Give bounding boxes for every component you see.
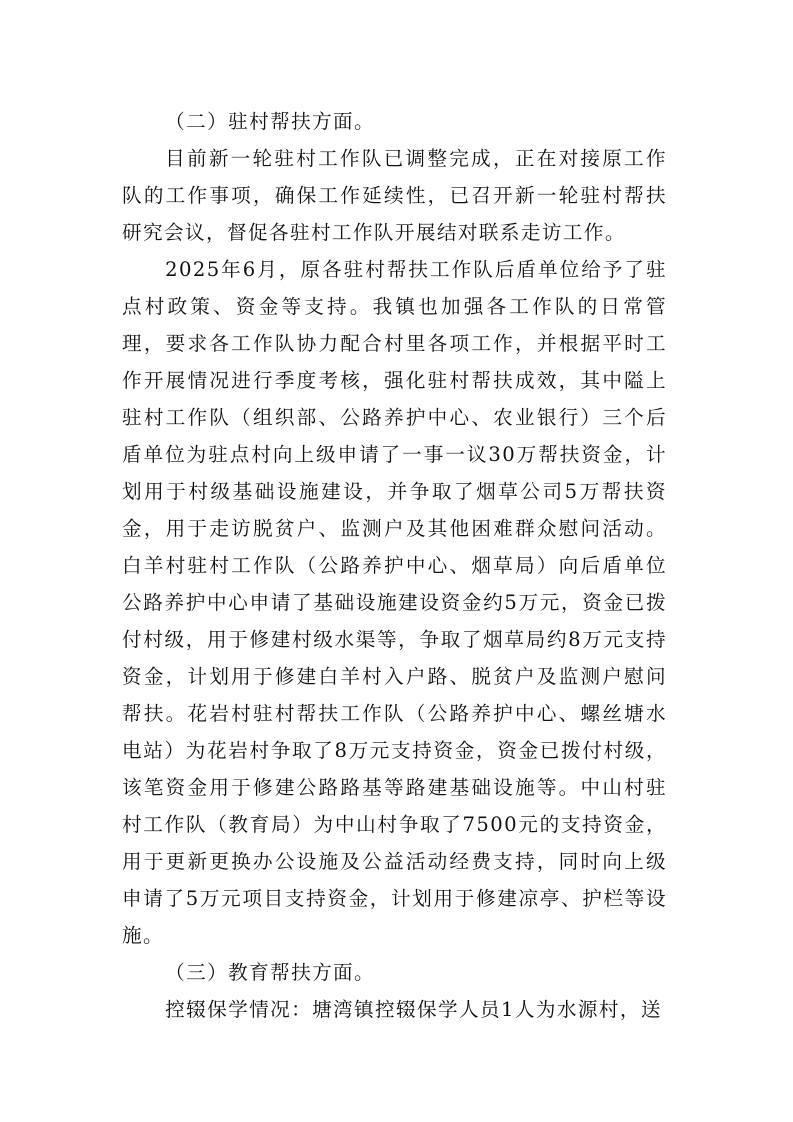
section-heading-assistance: （二）驻村帮扶方面。 — [165, 110, 376, 133]
paragraph-dropout-control: 控辍保学情况：塘湾镇控辍保学人员1人为水源村，送 — [165, 998, 662, 1021]
paragraph-work-team: 目前新一轮驻村工作队已调整完成，正在对接原工作队的工作事项，确保工作延续性，已召开新一轮驻村帮扶研究会议，督促各驻村工作队开展结对联系走访工作。 — [122, 147, 667, 244]
paragraph-funding-support: 2025年6月，原各驻村帮扶工作队后盾单位给予了驻点村政策、资金等支持。我镇也加强各工作队的日常管理，要求各工作队协力配合村里各项工作，并根据平时工作开展情况进行季度考核，强化驻村帮扶成效，其中隘上驻村工作队（组织部、公路养护中心、农业银行）三个后盾单位为驻点村向上级申请了一事一议30万帮扶资金，计划用于村级基础设施建设，并争取了烟草公司5万帮扶资金，用于走访脱贫户、监测户及其他困难群众慰问活动。白羊村驻村工作队（公路养护中心、烟草局）向后盾单位公路养护中心申请了基础设施建设资金约5万元，资金已拨付村级，用于修建村级水渠等，争取了烟草局约8万元支持资金，计划用于修建白羊村入户路、脱贫户及监测户慰问帮扶。花岩村驻村帮扶工作队（公路养护中心、螺丝塘水电站）为花岩村争取了8万元支持资金，资金已拨付村级，该笔资金用于修建公路路基等路建基础设施等。中山村驻村工作队（教育局）为中山村争取了7500元的支持资金，用于更新更换办公设施及公益活动经费支持，同时向上级申请了5万元项目支持资金，计划用于修建凉亭、护栏等设施。 — [122, 258, 667, 947]
document-body — [122, 103, 667, 1028]
section-heading-education: （三）教育帮扶方面。 — [165, 961, 376, 984]
